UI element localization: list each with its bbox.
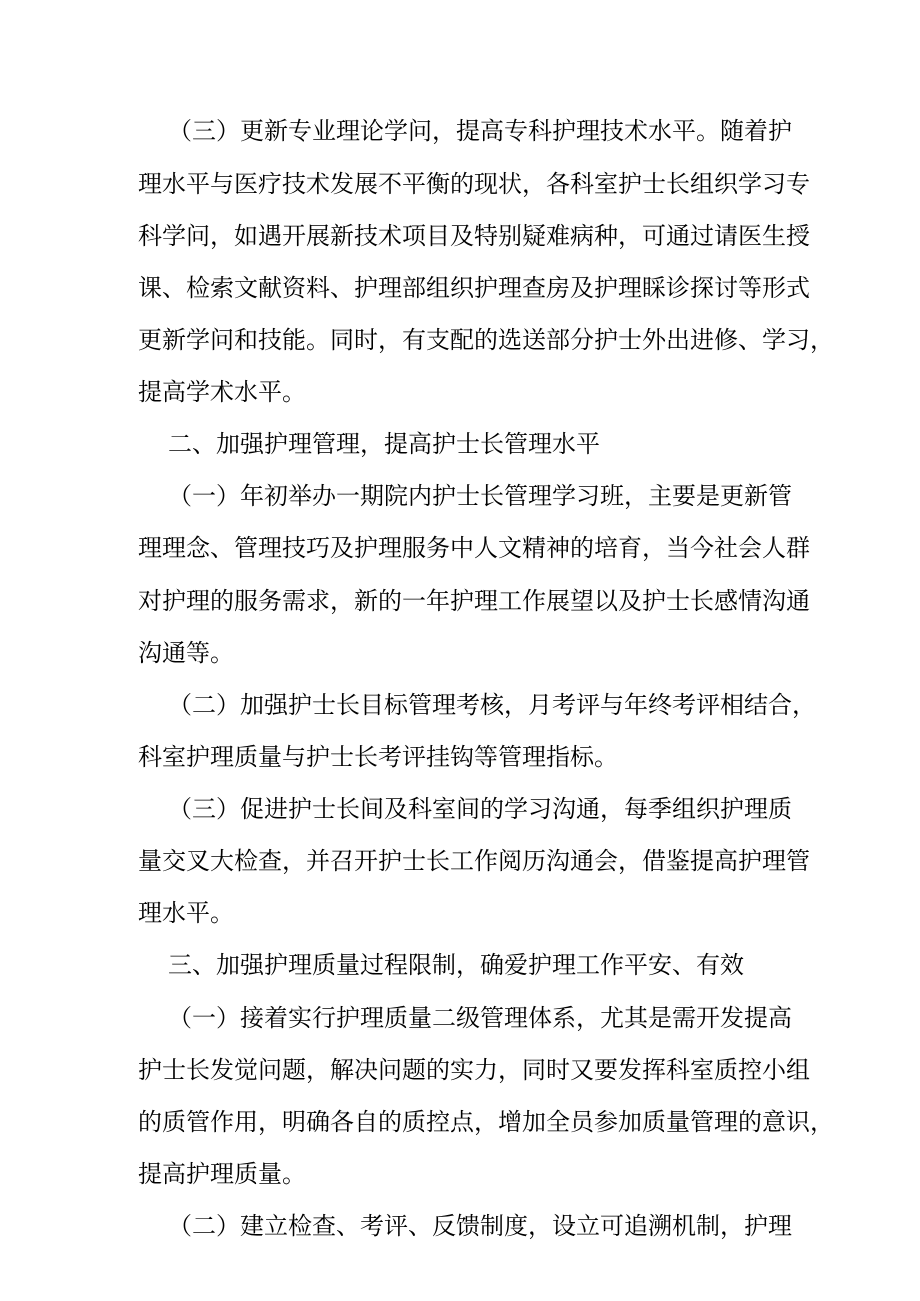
section-heading: 三、加强护理质量过程限制，确爱护理工作平安、有效 — [168, 951, 744, 979]
text-line: （二）加强护士长目标管理考核，月考评与年终考评相结合， — [168, 691, 816, 719]
text-line: 理理念、管理技巧及护理服务中人文精神的培育，当今社会人群 — [138, 534, 810, 562]
text-line: 科学问，如遇开展新技术项目及特别疑难病种，可通过请医生授 — [138, 222, 810, 250]
text-line: （二）建立检查、考评、反馈制度，设立可追溯机制，护理 — [168, 1212, 792, 1240]
text-line: （三）促进护士长间及科室间的学习沟通，每季组织护理质 — [168, 795, 792, 823]
text-line: 更新学问和技能。同时，有支配的选送部分护士外出进修、学习， — [138, 326, 834, 354]
text-line: （一）年初举办一期院内护士长管理学习班，主要是更新管 — [168, 482, 792, 510]
text-line: （三）更新专业理论学问，提高专科护理技术水平。随着护 — [168, 117, 792, 145]
text-line: 科室护理质量与护士长考评挂钩等管理指标。 — [138, 743, 618, 771]
text-line: 课、检索文献资料、护理部组织护理查房及护理睬诊探讨等形式 — [138, 274, 810, 302]
text-line: 对护理的服务需求，新的一年护理工作展望以及护士长感情沟通 — [138, 587, 810, 615]
text-line: 理水平。 — [138, 899, 234, 927]
text-line: 沟通等。 — [138, 639, 234, 667]
section-heading: 二、加强护理管理，提高护士长管理水平 — [168, 430, 600, 458]
text-line: 量交叉大检查，并召开护士长工作阅历沟通会，借鉴提高护理管 — [138, 847, 810, 875]
text-line: 护士长发觉问题，解决问题的实力，同时又要发挥科室质控小组 — [138, 1056, 810, 1084]
text-line: 理水平与医疗技术发展不平衡的现状，各科室护士长组织学习专 — [138, 170, 810, 198]
text-line: 提高学术水平。 — [138, 378, 306, 406]
text-line: 提高护理质量。 — [138, 1160, 306, 1188]
text-line: 的质管作用，明确各自的质控点，增加全员参加质量管理的意识， — [138, 1108, 834, 1136]
text-line: （一）接着实行护理质量二级管理体系，尤其是需开发提高 — [168, 1004, 792, 1032]
